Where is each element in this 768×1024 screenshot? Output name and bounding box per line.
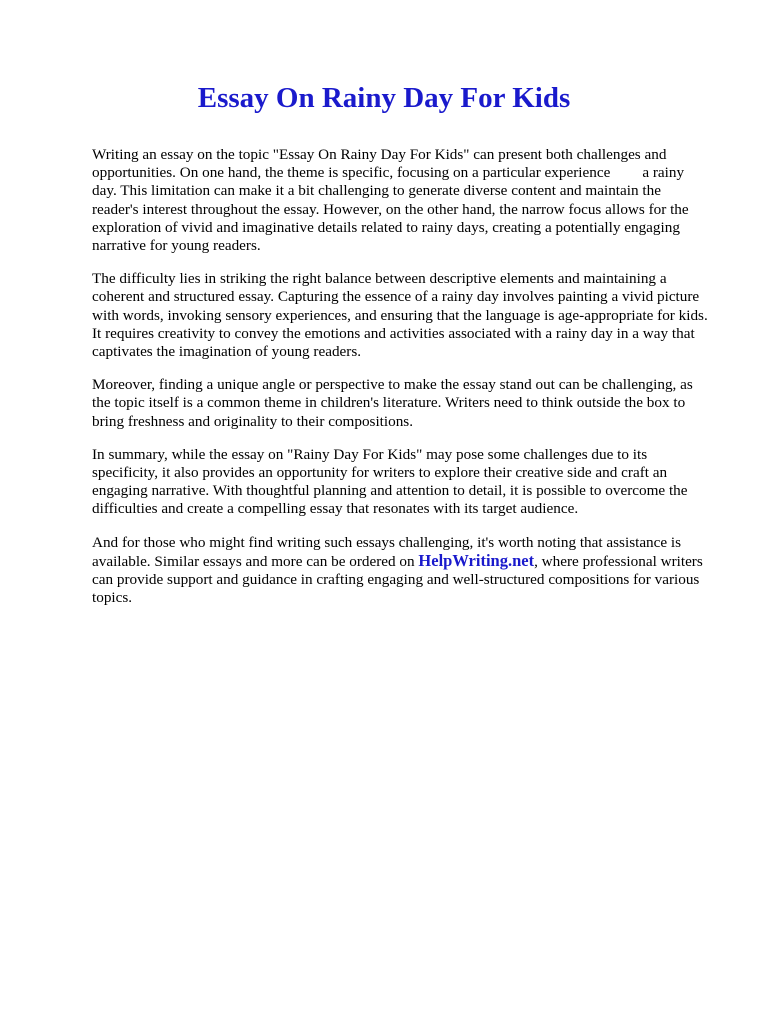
text-line: difficulties and create a compelling essay that resonates with its target audience. (92, 500, 579, 518)
text-line: with words, invoking sensory experiences, and ensuring that the language is age-appropriate for kids. (92, 306, 708, 324)
text-line: narrative for young readers. (92, 237, 261, 255)
text-line: specificity, it also provides an opportunity for writers to explore their creative side and craft an (92, 464, 668, 482)
text-segment: , where professional writers (534, 552, 703, 570)
text-line: exploration of vivid and imaginative details related to rainy days, creating a potentially engaging (92, 218, 680, 236)
text-line: Writing an essay on the topic "Essay On Rainy Day For Kids" can present both challenges and (92, 146, 667, 163)
helpwriting-link[interactable]: HelpWriting.net (418, 550, 535, 570)
text-line: the topic itself is a common theme in children's literature. Writers need to think outside the box to (92, 394, 686, 412)
text-line (92, 552, 718, 571)
essay-paragraph (92, 270, 718, 361)
text-line: engaging narrative. With thoughtful planning and attention to detail, it is possible to overcome the (92, 482, 688, 500)
text-line: topics. (92, 589, 133, 607)
text-segment: opportunities. On one hand, the theme is specific, focusing on a particular experience (92, 164, 611, 182)
essay-paragraphs (92, 146, 718, 519)
text-line: And for those who might find writing such essays challenging, it's worth noting that assistance is (92, 533, 682, 551)
text-line: Moreover, finding a unique angle or perspective to make the essay stand out can be challenging, as (92, 376, 693, 394)
text-line: coherent and structured essay. Capturing the essence of a rainy day involves painting a vivid picture (92, 288, 700, 306)
text-line: It requires creativity to convey the emotions and activities associated with a rainy day in a way that (92, 324, 695, 342)
essay-body (92, 146, 718, 622)
text-line: In summary, while the essay on "Rainy Day For Kids" may pose some challenges due to its (92, 445, 648, 463)
essay-paragraph (92, 376, 718, 431)
page-title: Essay On Rainy Day For Kids (197, 82, 571, 114)
text-segment: a rainy (642, 164, 685, 182)
text-line: bring freshness and originality to their compositions. (92, 412, 413, 430)
text-line: The difficulty lies in striking the right balance between descriptive elements and maintaining a (92, 270, 667, 288)
text-line: can provide support and guidance in crafting engaging and well-structured compositions for various (92, 571, 700, 589)
text-line: reader's interest throughout the essay. However, on the other hand, the narrow focus allows for the (92, 200, 689, 218)
closing-paragraph (92, 534, 718, 608)
text-line (92, 164, 718, 182)
essay-paragraph (92, 146, 718, 255)
essay-paragraph (92, 446, 718, 519)
text-segment: available. Similar essays and more can be ordered on (92, 552, 419, 570)
text-line: day. This limitation can make it a bit challenging to generate diverse content and maintain the (92, 182, 661, 200)
text-line: captivates the imagination of young readers. (92, 343, 362, 361)
